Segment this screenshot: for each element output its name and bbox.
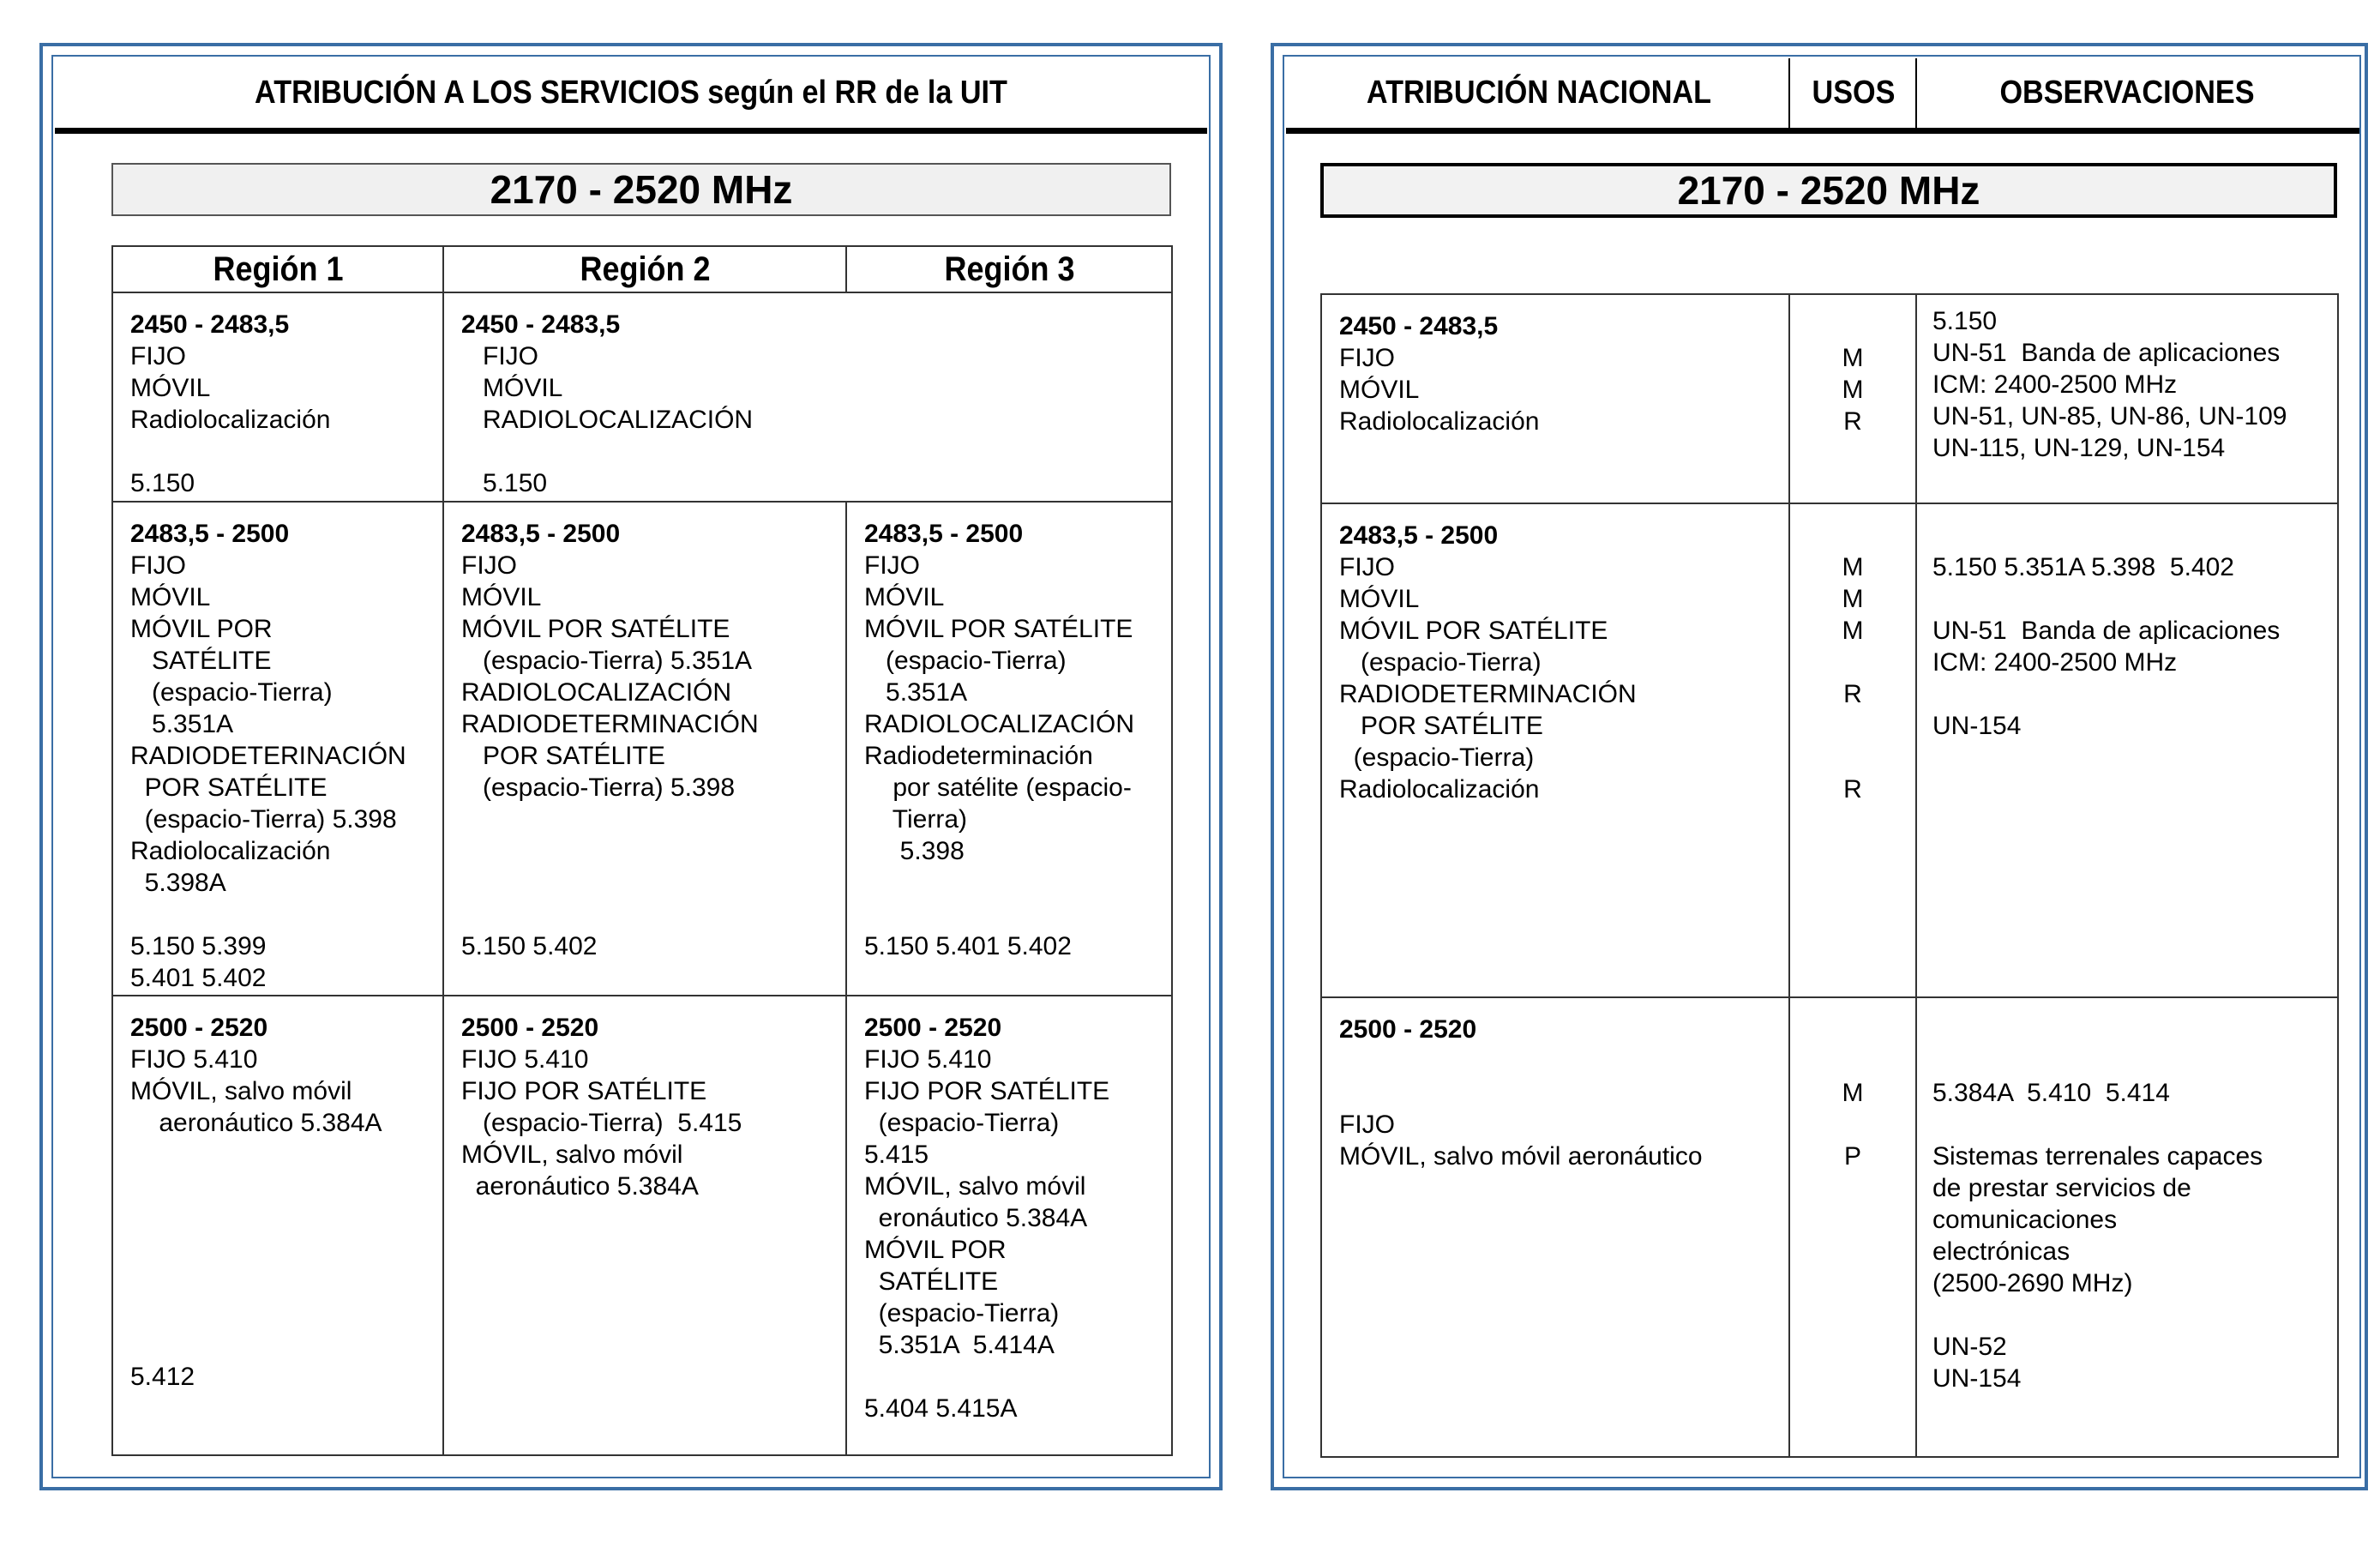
row2-region1-services: FIJO MÓVIL MÓVIL POR SATÉLITE (espacio-Tierra) 5.351A RADIODETERINACIÓN POR SATÉLITE (espacio-Tierra) 5.398 Radiolocalización 5.398A 5.150 5.399 5.401 5.402 bbox=[130, 551, 406, 992]
row1-region23-band: 2450 - 2483,5 bbox=[461, 310, 621, 339]
nat-row3-uses: M P bbox=[1842, 1079, 1864, 1171]
row3-region2-band: 2500 - 2520 bbox=[461, 1014, 599, 1042]
nat-row1-band: 2450 - 2483,5 bbox=[1339, 312, 1499, 340]
row2-region1-cell bbox=[112, 502, 443, 996]
left-panel-title: ATRIBUCIÓN A LOS SERVICIOS según el RR de la UIT bbox=[255, 74, 1007, 111]
nat-row1-services: FIJO MÓVIL Radiolocalización bbox=[1339, 344, 1540, 436]
row3-region3-services: FIJO 5.410 FIJO POR SATÉLITE (espacio-Tierra) 5.415 MÓVIL, salvo móvil eronáutico 5.384A MÓVIL POR SATÉLITE (espacio-Tierra) 5.351A 5.414A 5.404 5.415A bbox=[864, 1045, 1110, 1423]
row3-region1-band: 2500 - 2520 bbox=[130, 1014, 268, 1042]
national-allocation-header: ATRIBUCIÓN NACIONAL bbox=[1366, 74, 1712, 111]
row3-region3-cell bbox=[846, 996, 1172, 1455]
header-divider bbox=[1788, 58, 1790, 129]
nat-row2-observations: 5.150 5.351A 5.398 5.402 UN-51 Banda de aplicaciones ICM: 2400-2500 MHz UN-154 bbox=[1932, 553, 2281, 740]
observations-header: OBSERVACIONES bbox=[1999, 74, 2255, 111]
nat-row1-obs-cell bbox=[1916, 294, 2338, 503]
row2-region3-band: 2483,5 - 2500 bbox=[864, 520, 1024, 548]
row3-region2-cell bbox=[443, 996, 846, 1455]
header-divider bbox=[1915, 58, 1917, 129]
row2-region3-services: FIJO MÓVIL MÓVIL POR SATÉLITE (espacio-Tierra) 5.351A RADIOLOCALIZACIÓN Radiodeterminación por satélite (espacio- Tierra) 5.398 5.150 5.401 5.402 bbox=[864, 551, 1135, 960]
row3-region3-band: 2500 - 2520 bbox=[864, 1014, 1002, 1042]
nat-row2-band: 2483,5 - 2500 bbox=[1339, 521, 1499, 550]
row3-region2-services: FIJO 5.410 FIJO POR SATÉLITE (espacio-Tierra) 5.415 MÓVIL, salvo móvil aeronáutico 5.384A bbox=[461, 1045, 742, 1201]
row1-region1-band: 2450 - 2483,5 bbox=[130, 310, 290, 339]
nat-row3-band: 2500 - 2520 bbox=[1339, 1015, 1477, 1044]
nat-row1-uses-cell bbox=[1789, 294, 1916, 503]
row2-region1-band: 2483,5 - 2500 bbox=[130, 520, 290, 548]
nat-row2-obs-cell bbox=[1916, 503, 2338, 997]
row2-region2-cell bbox=[443, 502, 846, 996]
nat-row3-uses-cell bbox=[1789, 997, 1916, 1457]
left-allocation-table bbox=[111, 245, 1173, 1456]
row1-region23-services: FIJO MÓVIL RADIOLOCALIZACIÓN 5.150 bbox=[483, 342, 754, 497]
nat-row1-observations: 5.150 UN-51 Banda de aplicaciones ICM: 2400-2500 MHz UN-51, UN-85, UN-86, UN-109 UN-115, UN-129, UN-154 bbox=[1932, 307, 2287, 462]
nat-row3-services: FIJO MÓVIL, salvo móvil aeronáutico bbox=[1339, 1111, 1703, 1171]
left-band-title: 2170 - 2520 MHz bbox=[111, 163, 1171, 216]
row2-region2-services: FIJO MÓVIL MÓVIL POR SATÉLITE (espacio-Tierra) 5.351A RADIOLOCALIZACIÓN RADIODETERMINACIÓN POR SATÉLITE (espacio-Tierra) 5.398 5.150 5.402 bbox=[461, 551, 759, 960]
left-header-rule bbox=[55, 128, 1207, 134]
row2-region3-cell bbox=[846, 502, 1172, 996]
nat-row2-uses-cell bbox=[1789, 503, 1916, 997]
nat-row2-allocation-cell bbox=[1321, 503, 1789, 997]
right-band-title: 2170 - 2520 MHz bbox=[1320, 163, 2337, 218]
row1-region23-cell bbox=[443, 292, 1172, 502]
row1-region1-cell bbox=[112, 292, 443, 502]
region-2-header: Región 2 bbox=[443, 246, 846, 292]
row2-region2-band: 2483,5 - 2500 bbox=[461, 520, 621, 548]
nat-row2-uses: M M M R R bbox=[1842, 553, 1864, 804]
nat-row1-uses: M M R bbox=[1842, 344, 1864, 436]
nat-row1-allocation-cell bbox=[1321, 294, 1789, 503]
region-3-header: Región 3 bbox=[846, 246, 1172, 292]
nat-row3-allocation-cell bbox=[1321, 997, 1789, 1457]
row1-region1-services: FIJO MÓVIL Radiolocalización 5.150 bbox=[130, 342, 331, 497]
region-1-header: Región 1 bbox=[112, 246, 443, 292]
uses-header: USOS bbox=[1812, 74, 1896, 111]
nat-row2-services: FIJO MÓVIL MÓVIL POR SATÉLITE (espacio-Tierra) RADIODETERMINACIÓN POR SATÉLITE (espacio-Tierra) Radiolocalización bbox=[1339, 553, 1637, 804]
nat-row3-observations: 5.384A 5.410 5.414 Sistemas terrenales capaces de prestar servicios de comunicaciones electrónicas (2500-2690 MHz) UN-52 UN-154 bbox=[1932, 1079, 2263, 1393]
row3-region1-cell bbox=[112, 996, 443, 1455]
right-header-rule bbox=[1286, 128, 2359, 134]
nat-row3-obs-cell bbox=[1916, 997, 2338, 1457]
row3-region1-services: FIJO 5.410 MÓVIL, salvo móvil aeronáutico 5.384A 5.412 bbox=[130, 1045, 382, 1391]
national-allocation-table bbox=[1320, 293, 2339, 1458]
